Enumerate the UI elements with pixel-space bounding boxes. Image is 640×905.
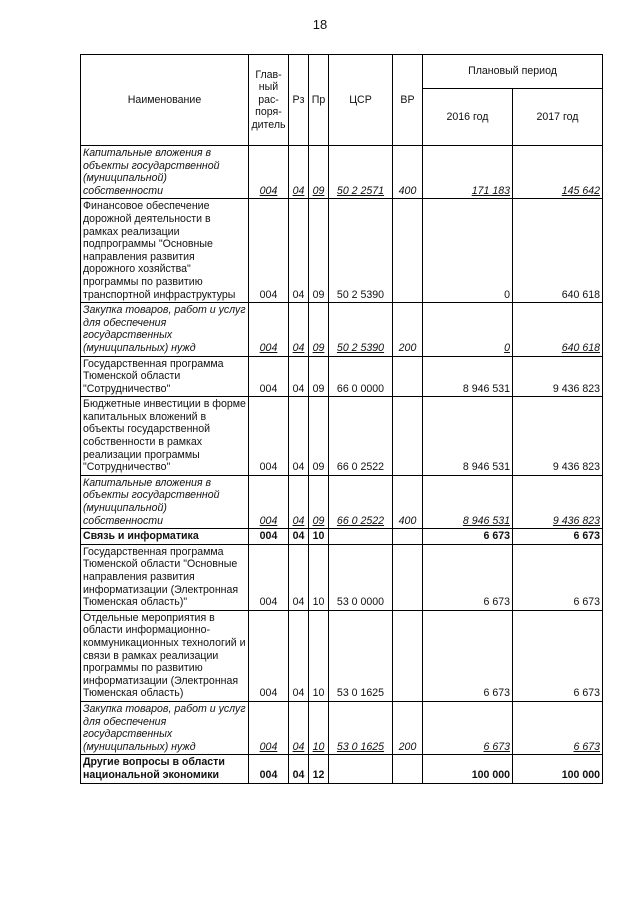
cell-rz: 04 [289,146,309,199]
cell-pr: 10 [309,529,329,545]
table-row [81,356,603,397]
table-row [81,397,603,476]
cell-vr [393,356,423,397]
cell-2017: 6 673 [513,610,603,701]
cell-csr: 50 2 5390 [329,199,393,303]
cell-pr: 09 [309,303,329,356]
cell-name: Государственная программа Тюменской области "Основные направления развития информатизации (Электронная Тюменская область)" [81,544,249,610]
table-row [81,529,603,545]
cell-2016: 6 673 [423,610,513,701]
cell-csr [329,755,393,783]
cell-2017: 9 436 823 [513,475,603,528]
cell-name: Бюджетные инвестиции в форме капитальных вложений в объекты государственной собственности в рамках реализации программы "Сотрудничество" [81,397,249,476]
cell-pr: 10 [309,701,329,754]
table-row [81,701,603,754]
table-row [81,610,603,701]
cell-name: Капитальные вложения в объекты государственной (муниципальной) собственности [81,475,249,528]
header-csr: ЦСР [329,55,393,146]
header-name: Наименование [81,55,249,146]
budget-table [80,54,603,784]
cell-2016: 0 [423,303,513,356]
cell-name: Отдельные мероприятия в области информационно-коммуникационных технологий и связи в рамках реализации программы по развитию информатизации (Электронная Тюменская область) [81,610,249,701]
cell-vr [393,529,423,545]
table-body [81,146,603,784]
cell-2017: 100 000 [513,755,603,783]
cell-2016: 8 946 531 [423,356,513,397]
cell-grbs: 004 [249,199,289,303]
cell-2017: 145 642 [513,146,603,199]
cell-name: Закупка товаров, работ и услуг для обеспечения государственных (муниципальных) нужд [81,701,249,754]
cell-csr: 50 2 5390 [329,303,393,356]
cell-csr: 53 0 1625 [329,701,393,754]
header-2016: 2016 год [423,89,513,146]
cell-2016: 6 673 [423,544,513,610]
cell-grbs: 004 [249,356,289,397]
cell-rz: 04 [289,356,309,397]
header-vr: ВР [393,55,423,146]
cell-vr: 400 [393,475,423,528]
table-row [81,303,603,356]
cell-name: Капитальные вложения в объекты государственной (муниципальной) собственности [81,146,249,199]
cell-grbs: 004 [249,529,289,545]
cell-rz: 04 [289,755,309,783]
cell-2017: 6 673 [513,544,603,610]
cell-2016: 8 946 531 [423,397,513,476]
cell-csr: 53 0 0000 [329,544,393,610]
cell-vr: 200 [393,303,423,356]
cell-grbs: 004 [249,755,289,783]
table-row [81,475,603,528]
cell-rz: 04 [289,397,309,476]
cell-2016: 171 183 [423,146,513,199]
cell-vr [393,544,423,610]
cell-2017: 9 436 823 [513,397,603,476]
cell-pr: 09 [309,356,329,397]
cell-grbs: 004 [249,146,289,199]
cell-csr: 53 0 1625 [329,610,393,701]
cell-2016: 100 000 [423,755,513,783]
table-row [81,544,603,610]
cell-2016: 6 673 [423,701,513,754]
cell-2016: 6 673 [423,529,513,545]
cell-2017: 6 673 [513,701,603,754]
header-grbs: Глав- ный рас- поря- дитель [249,55,289,146]
cell-grbs: 004 [249,610,289,701]
cell-pr: 09 [309,475,329,528]
cell-2016: 8 946 531 [423,475,513,528]
cell-rz: 04 [289,701,309,754]
cell-2017: 640 618 [513,199,603,303]
header-rz: Рз [289,55,309,146]
cell-csr: 66 0 0000 [329,356,393,397]
cell-name: Закупка товаров, работ и услуг для обеспечения государственных (муниципальных) нужд [81,303,249,356]
cell-csr: 66 0 2522 [329,397,393,476]
header-2017: 2017 год [513,89,603,146]
cell-vr: 400 [393,146,423,199]
cell-grbs: 004 [249,397,289,476]
cell-2016: 0 [423,199,513,303]
cell-vr [393,755,423,783]
cell-vr [393,610,423,701]
cell-grbs: 004 [249,701,289,754]
cell-rz: 04 [289,199,309,303]
header-pr: Пр [309,55,329,146]
cell-pr: 09 [309,146,329,199]
cell-csr: 50 2 2571 [329,146,393,199]
header-planned-period: Плановый период [423,55,603,89]
cell-rz: 04 [289,529,309,545]
cell-pr: 09 [309,199,329,303]
cell-2017: 6 673 [513,529,603,545]
cell-rz: 04 [289,475,309,528]
cell-pr: 10 [309,544,329,610]
cell-pr: 09 [309,397,329,476]
cell-csr: 66 0 2522 [329,475,393,528]
cell-vr [393,397,423,476]
table-row [81,146,603,199]
cell-name: Финансовое обеспечение дорожной деятельности в рамках реализации подпрограммы "Основные направления развития дорожного хозяйства" программы по развитию транспортной инфраструктуры [81,199,249,303]
cell-name: Государственная программа Тюменской области "Сотрудничество" [81,356,249,397]
cell-rz: 04 [289,544,309,610]
cell-name: Другие вопросы в области национальной экономики [81,755,249,783]
cell-pr: 12 [309,755,329,783]
table-row [81,199,603,303]
cell-grbs: 004 [249,544,289,610]
cell-vr: 200 [393,701,423,754]
cell-pr: 10 [309,610,329,701]
cell-rz: 04 [289,303,309,356]
cell-rz: 04 [289,610,309,701]
cell-2017: 640 618 [513,303,603,356]
cell-csr [329,529,393,545]
cell-grbs: 004 [249,475,289,528]
cell-vr [393,199,423,303]
cell-2017: 9 436 823 [513,356,603,397]
table-row [81,755,603,783]
cell-grbs: 004 [249,303,289,356]
page-number: 18 [312,17,328,32]
cell-name: Связь и информатика [81,529,249,545]
